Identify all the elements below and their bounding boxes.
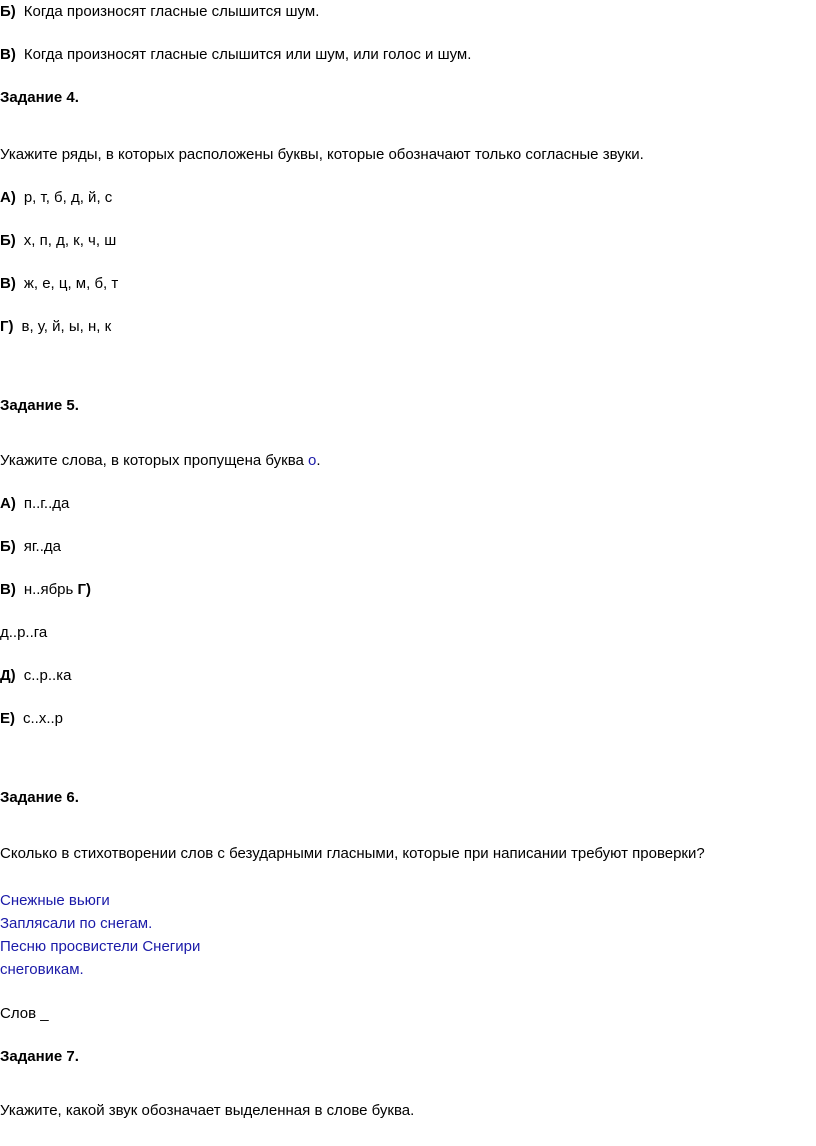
task5-heading: Задание 5. [0,397,79,414]
option-text: р, т, б, д, й, с [23,189,113,206]
option-text: Когда произносят гласные слышится или шум, или голос и шум. [23,46,472,63]
option-text: ж, е, ц, м, б, т [23,275,119,292]
option-text: Когда произносят гласные слышится шум. [23,3,320,20]
task5-option-g-text: д..р..га [0,624,48,641]
poem-line: Песню просвистели Снегири [0,938,201,955]
poem-line: снеговикам. [0,961,84,978]
task6-answer: Слов _ [0,1005,49,1022]
task5-question [0,451,321,471]
task5-option-v-g [0,580,91,600]
task4-option-a [0,188,112,208]
task4-option-b [0,231,116,251]
task5-option-d [0,666,71,686]
task4-question: Укажите ряды, в которых расположены буквы, которые обозначают только согласные звуки. [0,146,644,163]
option-label: А) [0,495,16,512]
task7-question: Укажите, какой звук обозначает выделенная в слове буква. [0,1102,415,1119]
option-text: н..ябрь [23,581,74,598]
poem-line: Заплясали по снегам. [0,915,153,932]
task5-option-a [0,494,69,514]
option-label: А) [0,189,16,206]
option-label: Г) [0,318,14,335]
task7-heading: Задание 7. [0,1048,79,1065]
option-text: в, у, й, ы, н, к [21,318,112,335]
option-text: х, п, д, к, ч, ш [23,232,117,249]
option-text: с..р..ка [23,667,72,684]
task5-option-b [0,537,61,557]
question-text: Укажите слова, в которых пропущена буква [0,452,309,469]
task4-option-v [0,274,118,294]
option-v-top [0,45,471,65]
option-label: В) [0,581,16,598]
task6-question: Сколько в стихотворении слов с безударными гласными, которые при написании требуют проверки? [0,845,705,862]
option-label: Б) [0,232,16,249]
option-text: п..г..да [23,495,70,512]
option-label: Г) [77,581,91,598]
task5-option-e [0,709,63,729]
highlighted-letter: о [308,452,317,469]
question-end: . [316,452,321,469]
option-label: Б) [0,538,16,555]
task4-option-g [0,317,111,337]
option-label: В) [0,275,16,292]
task6-heading: Задание 6. [0,789,79,806]
option-text: с..х..р [23,710,64,727]
option-b-top [0,2,319,22]
poem-line: Снежные вьюги [0,892,110,909]
option-label: Б) [0,3,16,20]
task4-heading: Задание 4. [0,89,79,106]
option-label: Д) [0,667,16,684]
option-text: яг..да [23,538,61,555]
option-label: В) [0,46,16,63]
option-label: Е) [0,710,15,727]
